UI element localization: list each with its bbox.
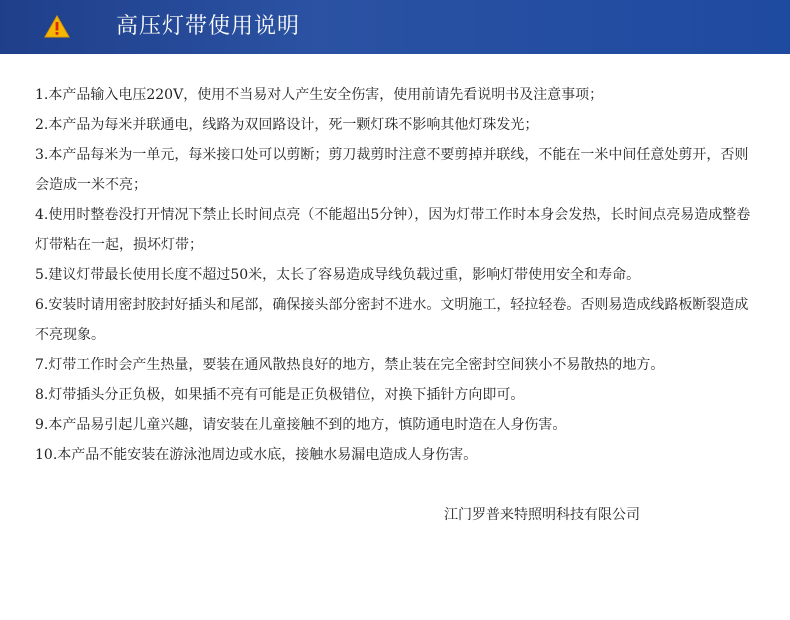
instruction-item: 3.本产品每米为一单元，每米接口处可以剪断；剪刀裁剪时注意不要剪掉并联线，不能在一米中间任意处剪开，否则会造成一米不亮； — [35, 147, 749, 193]
instruction-item: 7.灯带工作时会产生热量，要装在通风散热良好的地方，禁止装在完全密封空间狭小不易散热的地方。 — [35, 357, 665, 373]
instruction-item: 4.使用时整卷没打开情况下禁止长时间点亮（不能超出5分钟），因为灯带工作时本身会发热，长时间点亮易造成整卷灯带粘在一起，损坏灯带； — [35, 207, 751, 253]
instruction-item: 2.本产品为每米并联通电，线路为双回路设计，死一颗灯珠不影响其他灯珠发光； — [35, 117, 539, 133]
warning-triangle-icon — [44, 15, 70, 38]
company-name: 江门罗普来特照明科技有限公司 — [444, 507, 640, 523]
instruction-item: 9.本产品易引起儿童兴趣，请安装在儿童接触不到的地方，慎防通电时造在人身伤害。 — [35, 417, 567, 433]
instruction-item: 1.本产品输入电压220V，使用不当易对人产生安全伤害，使用前请先看说明书及注意事项； — [35, 87, 604, 103]
instruction-item: 6.安装时请用密封胶封好插头和尾部，确保接头部分密封不进水。文明施工，轻拉轻卷。否则易造成线路板断裂造成不亮现象。 — [35, 297, 749, 343]
instruction-item: 5.建议灯带最长使用长度不超过50米，太长了容易造成导线负载过重，影响灯带使用安全和寿命。 — [35, 267, 641, 283]
instruction-list — [35, 80, 760, 470]
instruction-item: 10.本产品不能安装在游泳池周边或水底，接触水易漏电造成人身伤害。 — [35, 447, 478, 463]
header-bar — [0, 0, 790, 54]
page-title: 高压灯带使用说明 — [116, 14, 301, 39]
instruction-item: 8.灯带插头分正负极，如果插不亮有可能是正负极错位，对换下插针方向即可。 — [35, 387, 525, 403]
